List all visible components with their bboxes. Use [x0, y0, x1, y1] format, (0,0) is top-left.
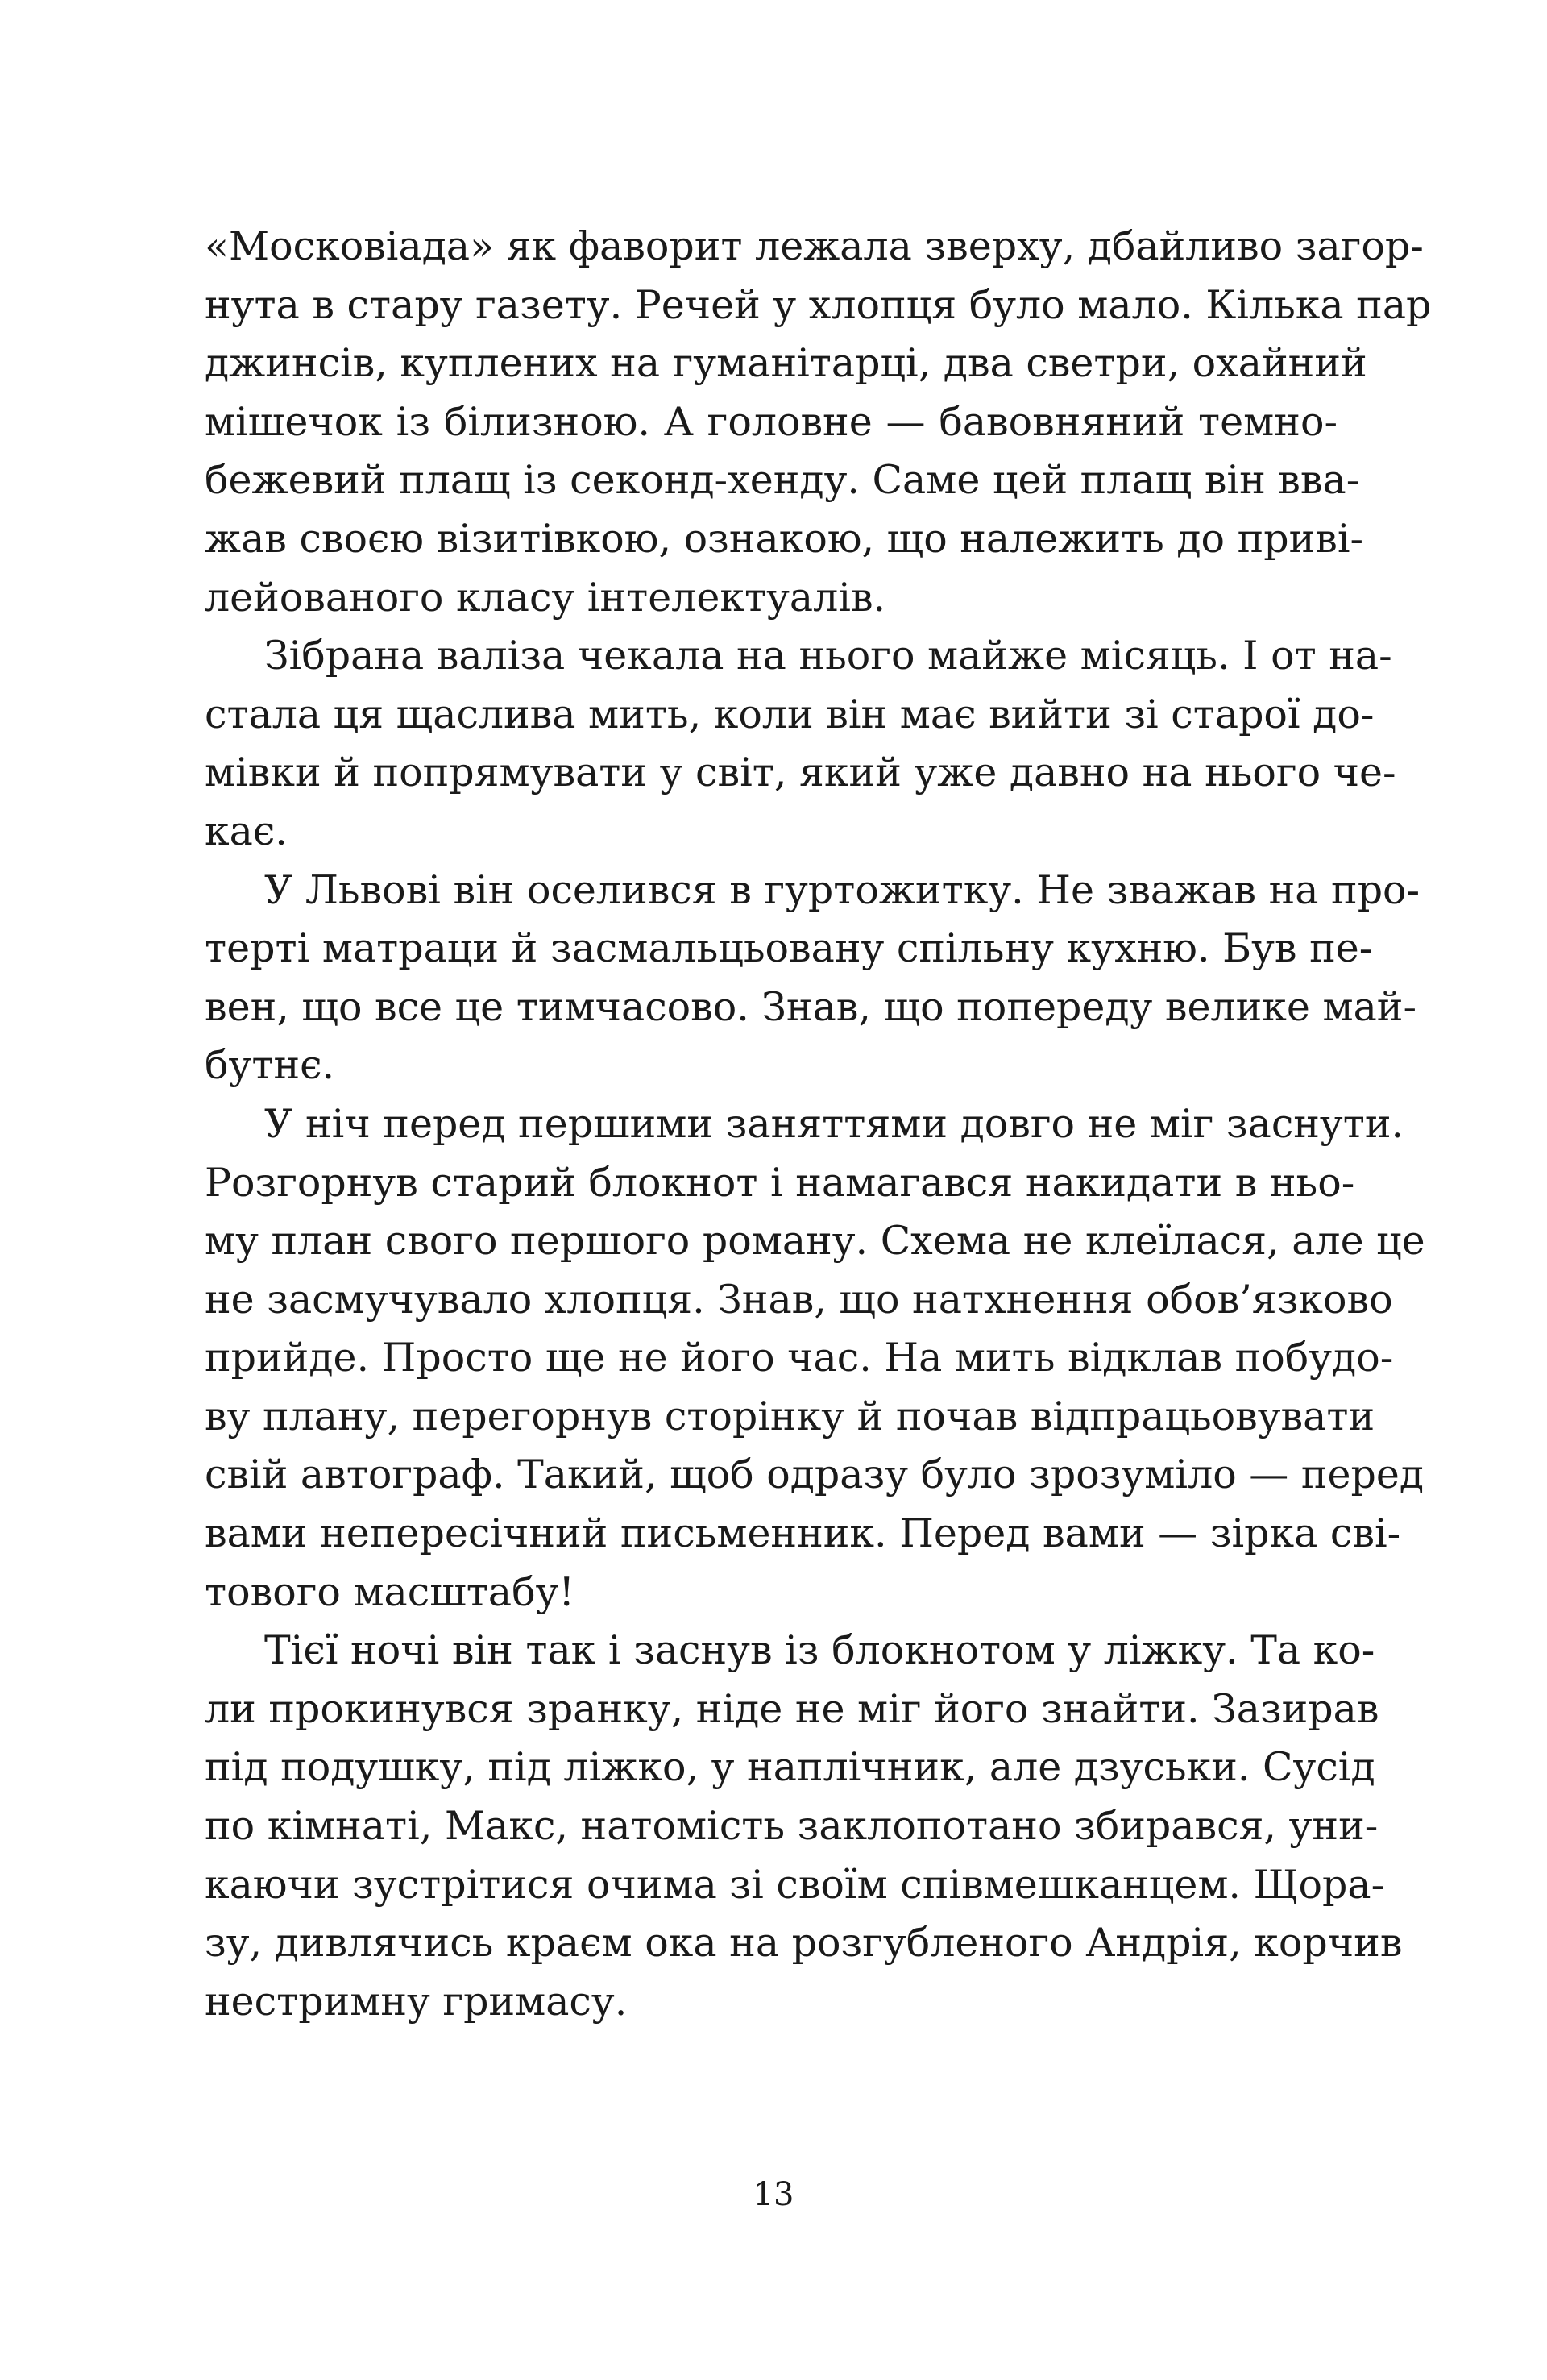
text-line: лейованого класу інтелектуалів. — [205, 574, 886, 621]
text-line: вен, що все це тимчасово. Знав, що попереду велике май- — [205, 983, 1417, 1030]
text-line: нестримну гримасу. — [205, 1978, 628, 2025]
text-line: каючи зустрітися очима зі своїм співмешканцем. Щора- — [205, 1861, 1385, 1908]
paragraph — [205, 1622, 1403, 2031]
text-line: кає. — [205, 808, 288, 854]
text-line: мівки й попрямувати у світ, який уже давно на нього че- — [205, 750, 1396, 796]
text-line: му план свого першого роману. Схема не клеїлася, але це — [205, 1218, 1425, 1265]
text-line: вами непересічний письменник. Перед вами — зірка сві- — [205, 1510, 1401, 1557]
text-line: мішечок із білизною. А головне — бавовняний темно- — [205, 398, 1338, 445]
text-line: по кімнаті, Макс, натомість заклопотано збирався, уни- — [205, 1803, 1379, 1850]
paragraph — [205, 1095, 1425, 1622]
text-line: стала ця щаслива мить, коли він має вийти зі старої до- — [205, 691, 1375, 737]
body-text — [205, 218, 1432, 2031]
text-line: бежевий плащ із секонд-хенду. Саме цей плащ він вва- — [205, 457, 1360, 504]
text-line: нута в стару газету. Речей у хлопця було мало. Кілька пар — [205, 281, 1432, 328]
text-line: «Московіада» як фаворит лежала зверху, дбайливо загор- — [205, 223, 1424, 269]
text-line: тового масштабу! — [205, 1568, 575, 1615]
text-line: Тієї ночі він так і заснув із блокнотом у ліжку. Та ко- — [264, 1627, 1375, 1674]
text-line: бутнє. — [205, 1042, 335, 1089]
text-line: терті матраци й засмальцьовану спільну кухню. Був пе- — [205, 925, 1373, 972]
text-line: не засмучувало хлопця. Знав, що натхнення обов’язково — [205, 1276, 1393, 1323]
page-number: 13 — [753, 2176, 794, 2213]
text-line: Зібрана валіза чекала на нього майже місяць. І от на- — [264, 633, 1392, 679]
text-line: прийде. Просто ще не його час. На мить відклав побудо- — [205, 1335, 1394, 1381]
paragraph — [205, 862, 1421, 1095]
text-line: ли прокинувся зранку, ніде не міг його знайти. Зазирав — [205, 1685, 1379, 1732]
text-line: ву плану, перегорнув сторінку й почав відпрацьовувати — [205, 1393, 1375, 1439]
paragraph — [205, 218, 1432, 627]
text-line: жав своєю візитівкою, ознакою, що належить до приві- — [205, 515, 1364, 562]
text-line: Розгорнув старий блокнот і намагався накидати в ньо- — [205, 1159, 1355, 1206]
text-line: свій автограф. Такий, щоб одразу було зрозуміло — перед — [205, 1452, 1425, 1498]
text-line: під подушку, під ліжко, у наплічник, але дзуськи. Сусід — [205, 1744, 1375, 1791]
text-line: зу, дивлячись краєм ока на розгубленого Андрія, корчив — [205, 1920, 1403, 1967]
text-line: У ніч перед першими заняттями довго не міг заснути. — [264, 1100, 1404, 1147]
text-line: У Львові він оселився в гуртожитку. Не зважав на про- — [264, 866, 1421, 913]
paragraph — [205, 627, 1396, 861]
text-line: джинсів, куплених на гуманітарці, два светри, охайний — [205, 340, 1367, 387]
